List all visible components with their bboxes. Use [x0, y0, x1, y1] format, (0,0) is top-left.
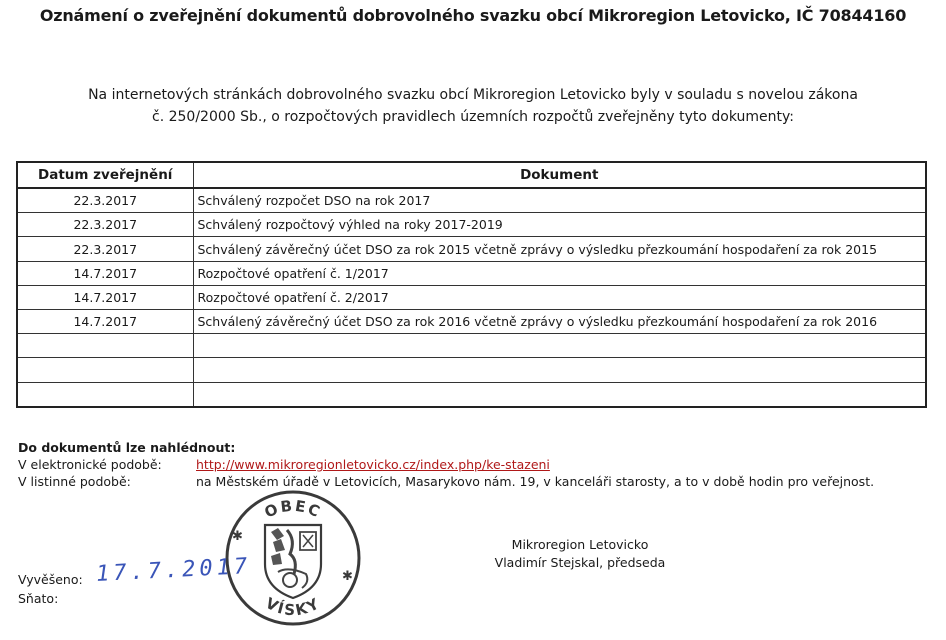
intro-line-2: č. 250/2000 Sb., o rozpočtových pravidlech územních rozpočtů zveřejněny tyto dokumenty:: [152, 109, 794, 125]
table-header-row: [17, 162, 926, 188]
stamp-top-text: OBEC: [261, 496, 325, 522]
documents-table: [16, 161, 927, 408]
row-document: [193, 382, 926, 407]
row-document: Schválený rozpočtový výhled na roky 2017-2019: [193, 213, 926, 237]
row-date: 22.3.2017: [17, 213, 193, 237]
row-date: 22.3.2017: [17, 237, 193, 261]
removed-label: Sňato:: [18, 591, 59, 606]
table-row: [17, 261, 926, 285]
row-document: Schválený rozpočet DSO na rok 2017: [193, 188, 926, 213]
paper-label: V listinné podobě:: [18, 474, 131, 489]
page-title: Oznámení o zveřejnění dokumentů dobrovolného svazku obcí Mikroregion Letovicko, IČ 70844160: [39, 6, 907, 25]
row-date: [17, 358, 193, 382]
row-date: 22.3.2017: [17, 188, 193, 213]
stamp-star-right-icon: ✱: [342, 569, 353, 584]
row-document: Schválený závěrečný účet DSO za rok 2016 včetně zprávy o výsledku přezkoumání hospodaření za rok 2016: [193, 310, 926, 334]
intro-line-1: Na internetových stránkách dobrovolného svazku obcí Mikroregion Letovicko byly v souladu s novelou zákona: [88, 87, 858, 103]
posted-label: Vyvěšeno:: [18, 572, 83, 587]
posting-info: [18, 570, 83, 608]
row-document: Rozpočtové opatření č. 1/2017: [193, 261, 926, 285]
row-date: 14.7.2017: [17, 261, 193, 285]
row-date: [17, 382, 193, 407]
table-row-empty: [17, 382, 926, 407]
row-date: 14.7.2017: [17, 310, 193, 334]
access-electronic-row: [18, 456, 928, 473]
access-paper-row: [18, 473, 928, 490]
row-date: 14.7.2017: [17, 285, 193, 309]
table-row-empty: [17, 334, 926, 358]
access-info: [18, 440, 928, 490]
column-header-date: Datum zveřejnění: [17, 162, 193, 188]
row-document: [193, 334, 926, 358]
signature-organization: Mikroregion Letovicko: [511, 537, 649, 552]
table-row: [17, 213, 926, 237]
row-date: [17, 334, 193, 358]
table-row: [17, 285, 926, 309]
row-document: Schválený závěrečný účet DSO za rok 2015 včetně zprávy o výsledku přezkoumání hospodaření za rok 2015: [193, 237, 926, 261]
download-link[interactable]: http://www.mikroregionletovicko.cz/index.php/ke-stazeni: [196, 457, 550, 472]
row-document: Rozpočtové opatření č. 2/2017: [193, 285, 926, 309]
posted-date-handwritten: 17.7.2017: [95, 553, 252, 588]
electronic-label: V elektronické podobě:: [18, 457, 162, 472]
signature-block: [460, 536, 700, 572]
table-row-empty: [17, 358, 926, 382]
stamp-star-left-icon: ✱: [232, 529, 243, 544]
intro-paragraph: [40, 84, 906, 128]
table-row: [17, 237, 926, 261]
table-row: [17, 310, 926, 334]
row-document: [193, 358, 926, 382]
paper-value: na Městském úřadě v Letovicích, Masarykovo nám. 19, v kanceláři starosty, a to v době hodin pro veřejnost.: [196, 474, 875, 489]
column-header-document: Dokument: [193, 162, 926, 188]
table-row: [17, 188, 926, 213]
stamp-bottom-text: VÍSKY: [262, 593, 324, 620]
coat-of-arms-icon: [265, 525, 321, 598]
access-heading: Do dokumentů lze nahlédnout:: [18, 440, 236, 455]
signature-person: Vladimír Stejskal, předseda: [494, 555, 666, 570]
